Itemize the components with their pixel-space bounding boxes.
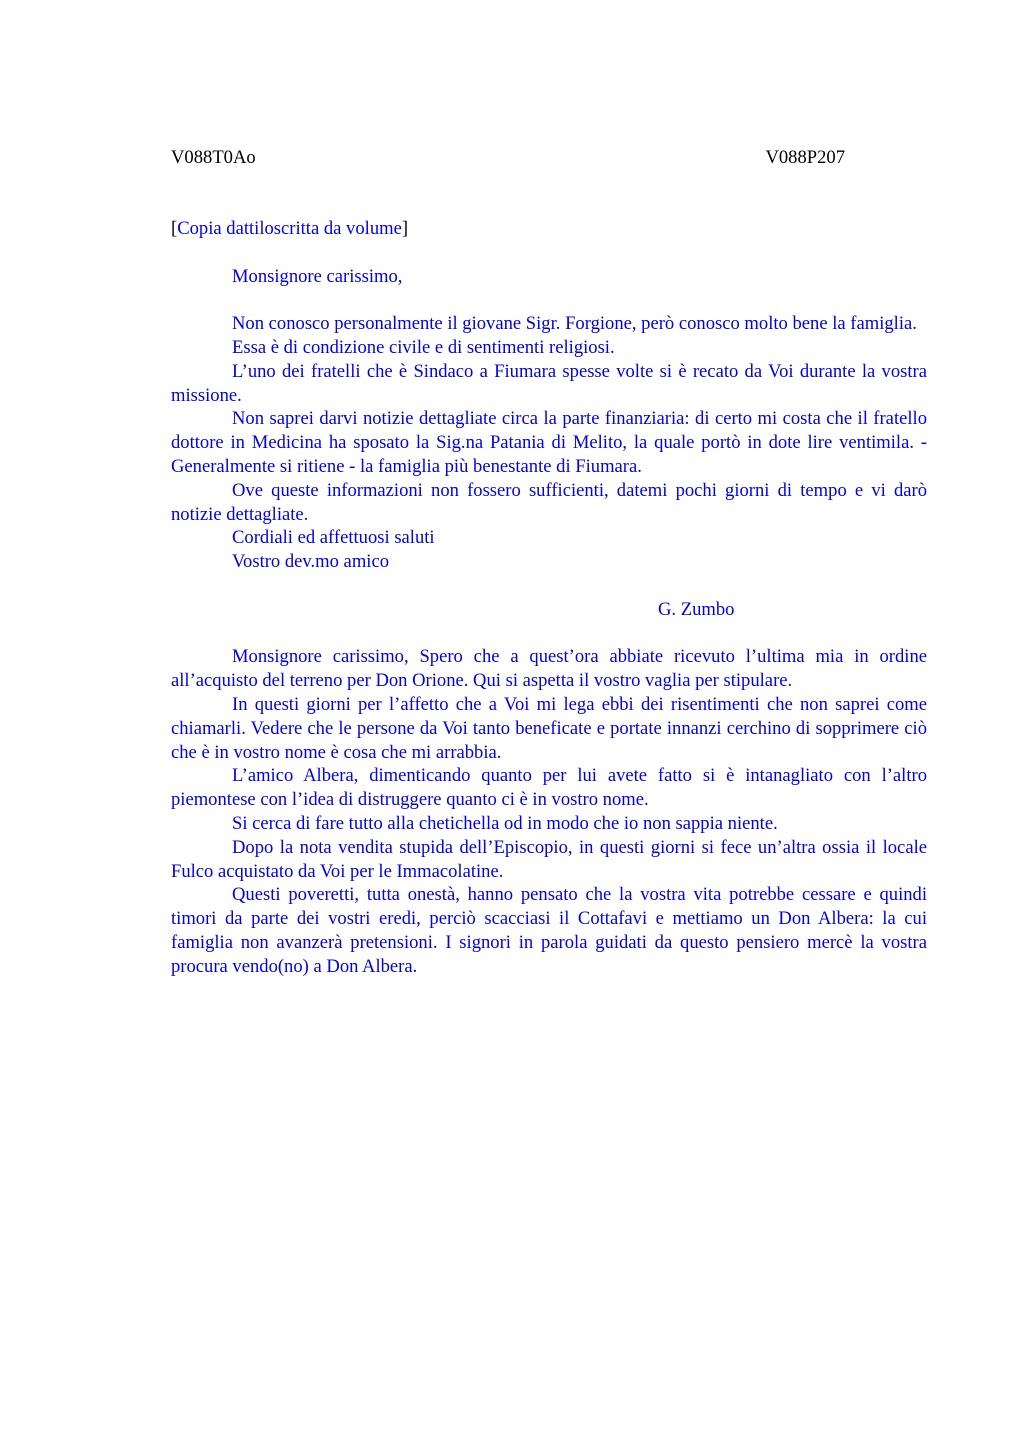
letter1-paragraph: Non conosco personalmente il giovane Sigr. Forgione, però conosco molto bene la famiglia. [232, 313, 917, 335]
letter2-paragraph: Monsignore carissimo, Spero che a quest’ora abbiate ricevuto l’ultima mia in ordine all’acquisto del terreno per Don Orione. Qui si aspetta il vostro vaglia per stipulare. [171, 646, 927, 692]
letter1-signature: G. Zumbo [658, 598, 735, 620]
letter2-paragraph: Questi poveretti, tutta onestà, hanno pensato che la vostra vita potrebbe cessare e quindi timori da parte dei vostri eredi, perciò scacciasi il Cottafavi e mettiamo un Don Albera: la cui famiglia non avanzerà pretensioni. I signori in parola guidati da questo pensiero mercè la vostra procura vendo(no) a Don Albera. [171, 884, 927, 977]
letter1-closing: Cordiali ed affettuosi saluti [232, 527, 435, 549]
letter1-salutation: Monsignore carissimo, [232, 265, 403, 287]
source-note-text: Copia dattiloscritta da volume [177, 218, 402, 239]
document-body [171, 217, 927, 979]
document-code-right: V088P207 [765, 147, 845, 168]
letter2-paragraph: Si cerca di fare tutto alla chetichella od in modo che io non sappia niente. [232, 812, 778, 834]
letter2-paragraph: L’amico Albera, dimenticando quanto per lui avete fatto si è intanagliato con l’altro piemontese con l’idea di distruggere quanto ci è in vostro nome. [171, 765, 927, 811]
letter1-paragraph: Essa è di condizione civile e di sentimenti religiosi. [232, 336, 615, 358]
letter2-paragraph: In questi giorni per l’affetto che a Voi mi lega ebbi dei risentimenti che non saprei come chiamarli. Vedere che le persone da Voi tanto beneficate e portate innanzi cerchino di sopprimere ciò che è in vostro nome è cosa che mi arrabbia. [171, 693, 927, 763]
letter1-paragraph: Ove queste informazioni non fossero sufficienti, datemi pochi giorni di tempo e vi darò notizie dettagliate. [171, 479, 927, 525]
letter2-paragraph: Dopo la nota vendita stupida dell’Episcopio, in questi giorni si fece un’altra ossia il locale Fulco acquistato da Voi per le Immacolatine. [171, 836, 927, 882]
source-note-open-bracket: [ [171, 218, 178, 239]
letter1-paragraph: L’uno dei fratelli che è Sindaco a Fiumara spesse volte si è recato da Voi durante la vostra missione. [171, 360, 927, 406]
letter1-valediction: Vostro dev.mo amico [232, 551, 389, 573]
source-note [171, 217, 927, 241]
letter1-paragraph: Non saprei darvi notizie dettagliate circa la parte finanziaria: di certo mi costa che il fratello dottore in Medicina ha sposato la Sig.na Patania di Melito, la quale portò in dote lire ventimila. - Generalmente si ritiene - la famiglia più benestante di Fiumara. [171, 408, 927, 477]
source-note-close-bracket: ] [401, 218, 409, 239]
document-code-left: V088T0Ao [171, 147, 256, 168]
